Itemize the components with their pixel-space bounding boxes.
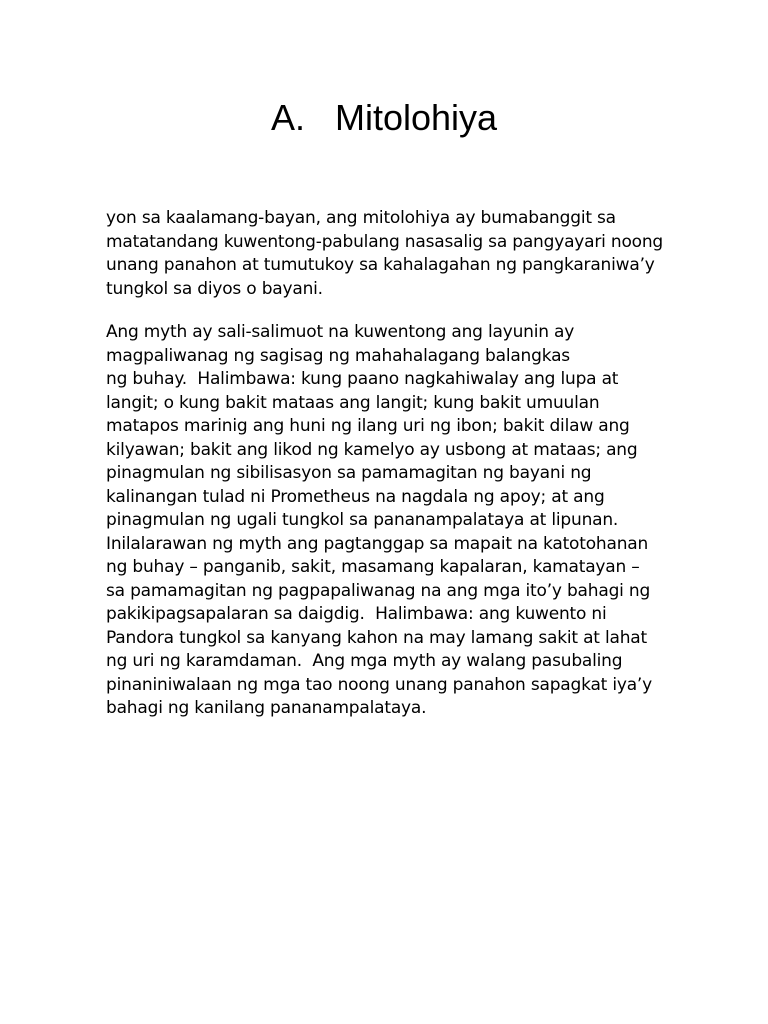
paragraph-line: pakikipagsapalaran sa daigdig. Halimbawa: ang kuwento ni	[106, 604, 607, 624]
paragraph-line: kalinangan tulad ni Prometheus na nagdala ng apoy; at ang	[106, 486, 605, 507]
paragraph-1	[106, 207, 696, 301]
paragraph-line: ng buhay – panganib, sakit, masamang kapalaran, kamatayan –	[106, 557, 640, 577]
paragraph-line: Ang myth ay sali-salimuot na kuwentong ang layunin ay	[106, 322, 575, 342]
paragraph-line: pinaniniwalaan ng mga tao noong unang panahon sapagkat iya’y	[106, 674, 652, 695]
section-heading	[0, 94, 768, 142]
paragraph-line: Pandora tungkol sa kanyang kahon na may lamang sakit at lahat	[106, 627, 647, 648]
paragraph-line: ng uri ng karamdaman. Ang mga myth ay walang pasubaling	[106, 651, 623, 671]
paragraph-line: pinagmulan ng ugali tungkol sa pananampalataya at lipunan.	[106, 510, 619, 530]
paragraph-line: yon sa kaalamang-bayan, ang mitolohiya ay bumabanggit sa	[106, 208, 616, 228]
paragraph-line: ng buhay. Halimbawa: kung paano nagkahiwalay ang lupa at	[106, 369, 619, 389]
paragraph-line: kilyawan; bakit ang likod ng kamelyo ay usbong at mataas; ang	[106, 439, 638, 460]
paragraph-line: bahagi ng kanilang pananampalataya.	[106, 698, 427, 718]
paragraph-line: magpaliwanag ng sagisag ng mahahalagang balangkas	[106, 345, 570, 366]
paragraph-2	[106, 321, 696, 721]
paragraph-line: tungkol sa diyos o bayani.	[106, 278, 323, 299]
paragraph-line: sa pamamagitan ng pagpapaliwanag na ang mga ito’y bahagi ng	[106, 580, 651, 601]
paragraph-line: pinagmulan ng sibilisasyon sa pamamagitan ng bayani ng	[106, 463, 592, 483]
paragraph-line: langit; o kung bakit mataas ang langit; kung bakit umuulan	[106, 392, 600, 413]
paragraph-line: matapos marinig ang huni ng ilang uri ng ibon; bakit dilaw ang	[106, 416, 630, 436]
section-title: Mitolohiya	[334, 97, 498, 138]
paragraph-line: Inilalarawan ng myth ang pagtanggap sa mapait na katotohanan	[106, 533, 649, 554]
section-marker: A.	[270, 97, 305, 138]
paragraph-line: unang panahon at tumutukoy sa kahalagahan ng pangkaraniwa’y	[106, 255, 655, 275]
paragraph-line: matatandang kuwentong-pabulang nasasalig sa pangyayari noong	[106, 231, 664, 252]
